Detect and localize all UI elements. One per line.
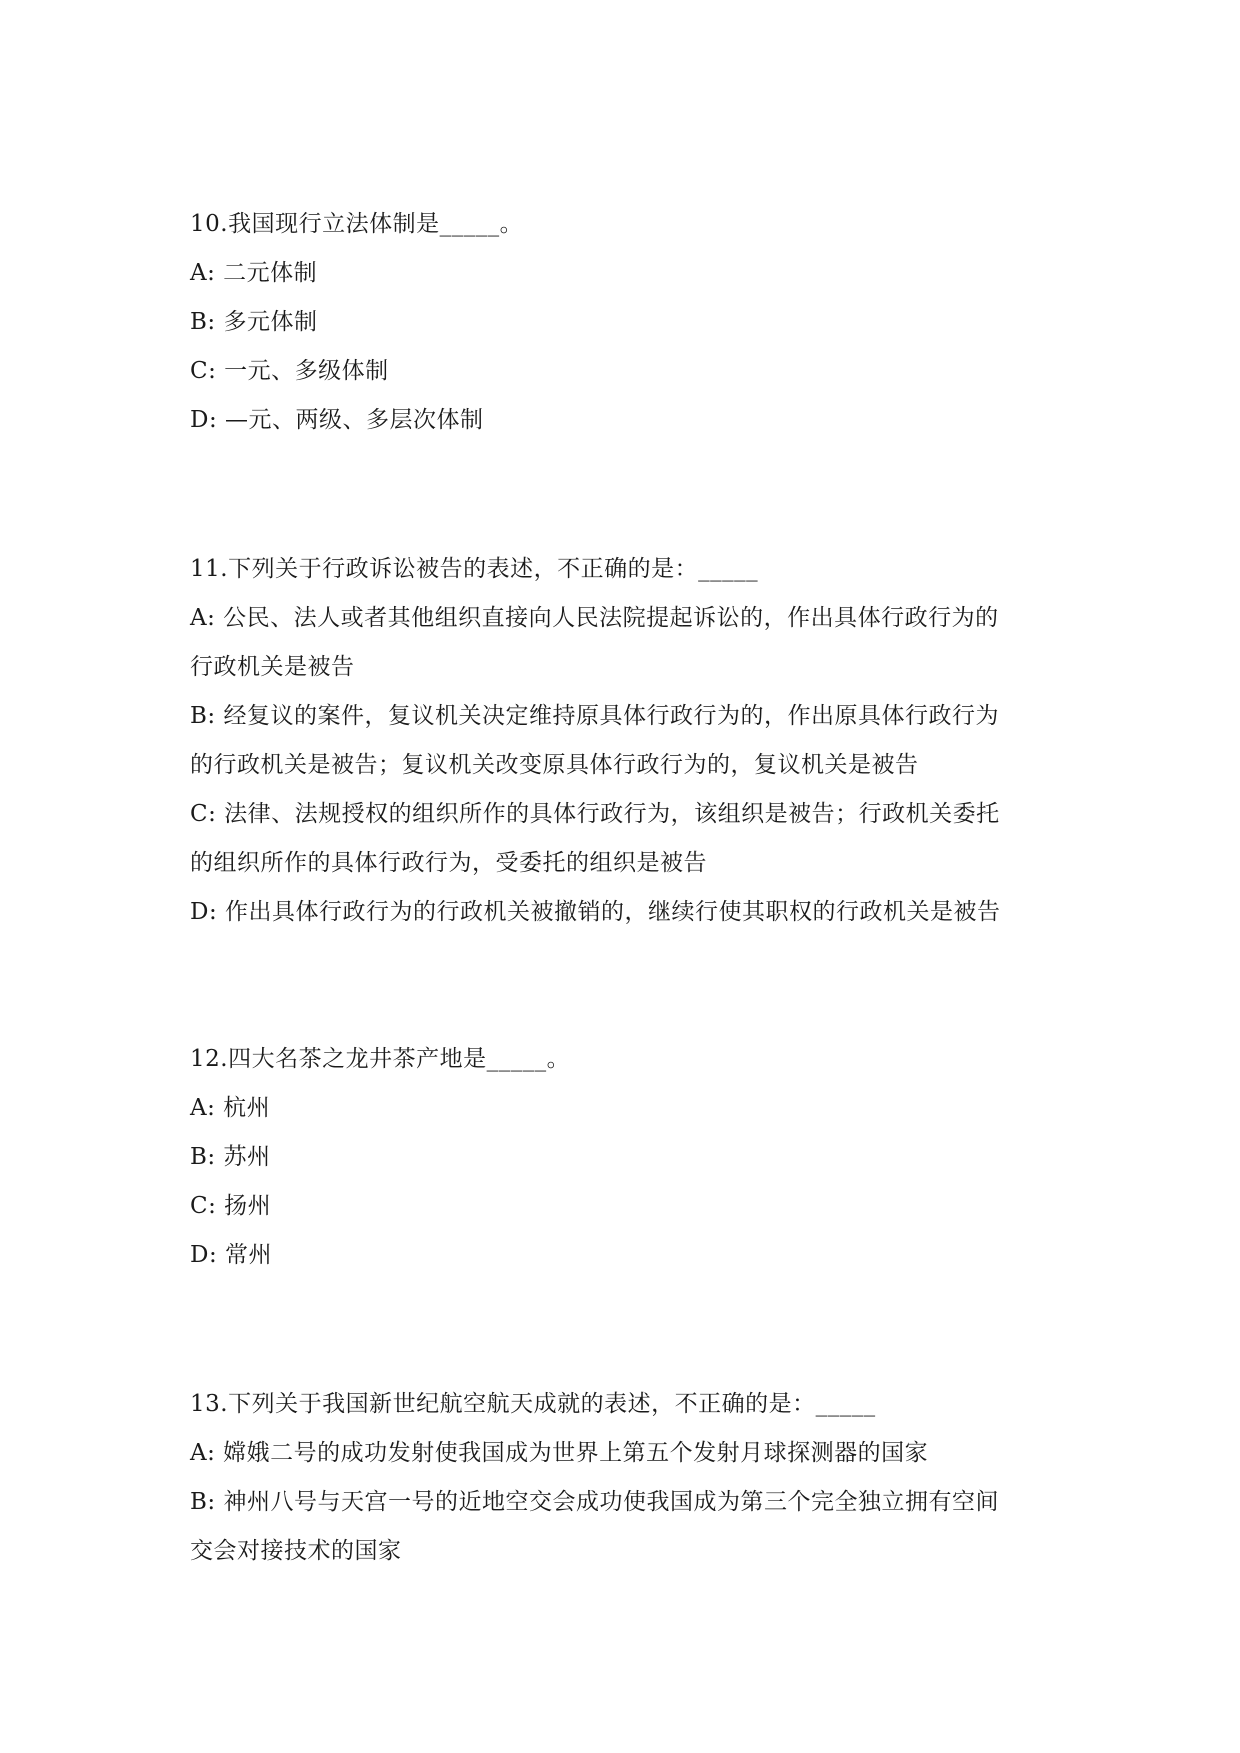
option-c-line-1: C: 法律、法规授权的组织所作的具体行政行为，该组织是被告；行政机关委托 bbox=[190, 801, 1000, 827]
question-13 bbox=[190, 1380, 1060, 1576]
option-a-line-1: A: 嫦娥二号的成功发射使我国成为世界上第五个发射月球探测器的国家 bbox=[190, 1440, 929, 1466]
option-b-line-2: 交会对接技术的国家 bbox=[190, 1538, 402, 1564]
option-c: C: 扬州 bbox=[190, 1193, 272, 1219]
option-a bbox=[190, 1429, 1060, 1478]
option-c bbox=[190, 790, 1060, 888]
option-b-line-1: B: 神州八号与天宫一号的近地空交会成功使我国成为第三个完全独立拥有空间 bbox=[190, 1489, 999, 1515]
question-12 bbox=[190, 1035, 1060, 1280]
option-d: D: 常州 bbox=[190, 1242, 273, 1268]
option-b-line-2: 的行政机关是被告；复议机关改变原具体行政行为的，复议机关是被告 bbox=[190, 752, 919, 778]
option-b: B: 多元体制 bbox=[190, 309, 318, 335]
option-c: C: 一元、多级体制 bbox=[190, 358, 389, 384]
option-a: A: 杭州 bbox=[190, 1095, 271, 1121]
option-a: A: 二元体制 bbox=[190, 260, 318, 286]
question-stem: 11.下列关于行政诉讼被告的表述，不正确的是：_____ bbox=[190, 556, 759, 582]
option-b bbox=[190, 692, 1060, 790]
option-a-line-1: A: 公民、法人或者其他组织直接向人民法院提起诉讼的，作出具体行政行为的 bbox=[190, 605, 999, 631]
option-b: B: 苏州 bbox=[190, 1144, 271, 1170]
option-d-line-1: D: 作出具体行政行为的行政机关被撤销的，继续行使其职权的行政机关是被告 bbox=[190, 899, 1001, 925]
question-stem: 12.四大名茶之龙井茶产地是_____。 bbox=[190, 1046, 571, 1072]
option-b bbox=[190, 1478, 1060, 1576]
option-b-line-1: B: 经复议的案件，复议机关决定维持原具体行政行为的，作出原具体行政行为 bbox=[190, 703, 999, 729]
option-a-line-2: 行政机关是被告 bbox=[190, 654, 355, 680]
option-d: D: —元、两级、多层次体制 bbox=[190, 407, 484, 433]
option-a bbox=[190, 594, 1060, 692]
question-stem: 13.下列关于我国新世纪航空航天成就的表述，不正确的是：_____ bbox=[190, 1391, 876, 1417]
question-11 bbox=[190, 545, 1060, 937]
option-d bbox=[190, 888, 1060, 937]
question-stem: 10.我国现行立法体制是_____。 bbox=[190, 211, 524, 237]
question-10 bbox=[190, 200, 1060, 445]
option-c-line-2: 的组织所作的具体行政行为，受委托的组织是被告 bbox=[190, 850, 707, 876]
